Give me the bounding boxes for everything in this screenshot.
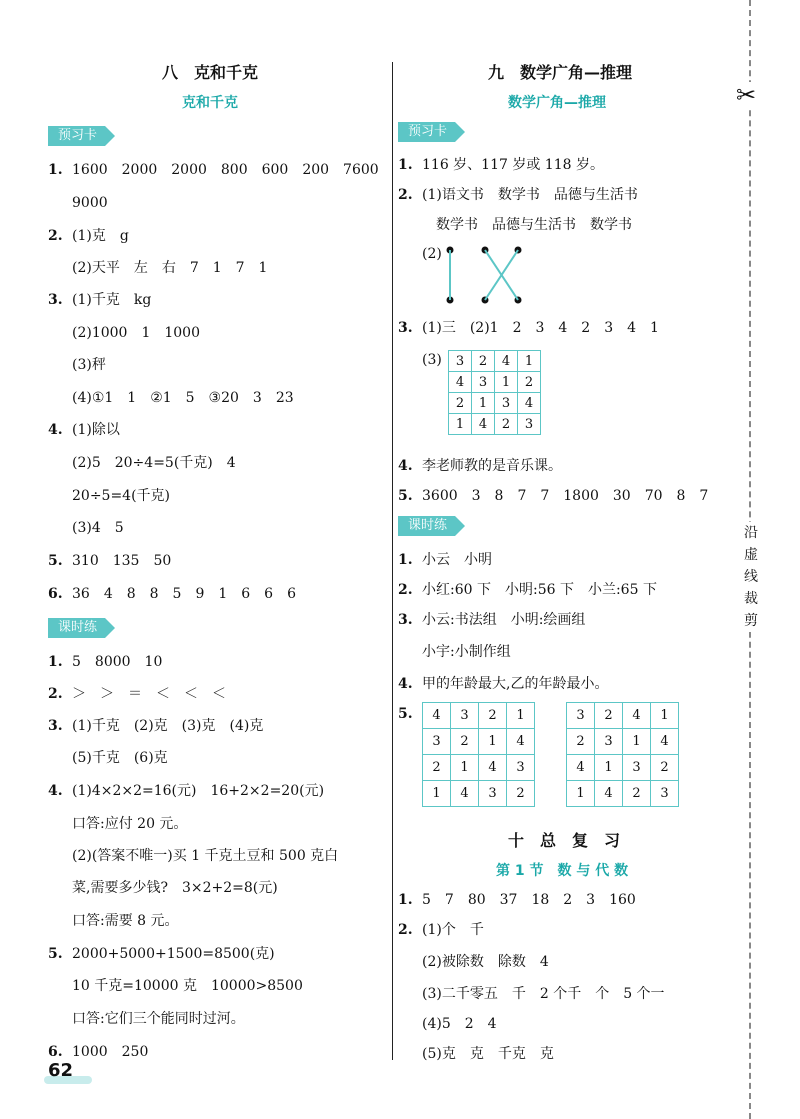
left-subtitle: 克和千克	[182, 95, 238, 111]
answer-line	[48, 518, 124, 538]
answer-line	[398, 1044, 554, 1064]
answer-line	[398, 350, 442, 370]
answer-line	[398, 674, 608, 694]
grid-cell: 3	[451, 703, 479, 729]
answer-text: (3)	[422, 352, 442, 368]
grid-cell: 4	[623, 703, 651, 729]
answer-line	[48, 486, 170, 506]
grid-cell: 4	[507, 729, 535, 755]
grid-cell: 2	[507, 781, 535, 807]
question-number: 4.	[48, 783, 63, 799]
answer-line	[398, 1014, 497, 1034]
answer-line	[48, 258, 267, 278]
answer-text: 口答:它们三个能同时过河。	[72, 1011, 245, 1027]
question-number: 5.	[48, 946, 63, 962]
answer-text: (4)5 2 4	[422, 1016, 497, 1032]
answer-line	[48, 453, 236, 473]
answer-text: (1)千克 (2)克 (3)克 (4)克	[72, 718, 264, 734]
question-number: 1.	[398, 552, 413, 568]
right-tag-practice: 课时练	[398, 516, 455, 536]
answer-line	[398, 920, 484, 940]
answer-text: 116 岁、117 岁或 118 岁。	[422, 157, 604, 173]
column-divider	[392, 62, 393, 1060]
review-title: 十 总 复 习	[508, 831, 621, 850]
answer-line	[398, 244, 442, 264]
answer-line	[398, 580, 657, 600]
answer-text: 菜,需要多少钱? 3×2+2=8(元)	[72, 880, 278, 896]
answer-text: 9000	[72, 195, 108, 211]
grid-cell: 3	[595, 729, 623, 755]
answer-text: 李老师教的是音乐课。	[422, 458, 562, 474]
right-tag-preview: 预习卡	[398, 122, 455, 142]
answer-line	[48, 878, 278, 898]
question-number: 2.	[398, 922, 413, 938]
answer-text: (2)被除数 除数 4	[422, 954, 549, 970]
answer-text: 小红:60 下 小明:56 下 小兰:65 下	[422, 582, 657, 598]
page-number: 62	[48, 1060, 74, 1081]
question-number: 1.	[48, 162, 63, 178]
question-number: 2.	[398, 187, 413, 203]
cut-instruction: 沿虚线裁剪	[740, 522, 762, 632]
answer-line	[48, 551, 171, 571]
answer-line	[48, 652, 162, 672]
answer-text: 5 7 80 37 18 2 3 160	[422, 892, 636, 908]
grid-cell: 4	[651, 729, 679, 755]
answer-line	[48, 976, 303, 996]
grid-cell: 3	[623, 755, 651, 781]
grid-cell: 4	[423, 703, 451, 729]
grid-cell: 3	[507, 755, 535, 781]
question-number: 3.	[48, 718, 63, 734]
answer-text: 5 8000 10	[72, 654, 163, 670]
grid-cell: 1	[423, 781, 451, 807]
grid-cell: 1	[451, 755, 479, 781]
answer-text: (3)4 5	[72, 520, 124, 536]
grid-cell: 2	[451, 729, 479, 755]
answer-line	[48, 160, 379, 180]
grid-cell: 3	[518, 414, 541, 435]
left-title: 八 克和千克	[162, 63, 259, 82]
answer-text: (2)1000 1 1000	[72, 325, 200, 341]
answer-text: (1)千克 kg	[72, 292, 152, 308]
grid-cell: 1	[518, 351, 541, 372]
answer-text: (1)克 g	[72, 228, 129, 244]
answer-text: (2)天平 左 右 7 1 7 1	[72, 260, 268, 276]
answer-line	[48, 846, 338, 866]
answer-line	[48, 388, 294, 408]
answer-text: (3)二千零五 千 2 个千 个 5 个一	[422, 986, 665, 1002]
sudoku-grid-5a	[422, 702, 535, 807]
answer-line	[48, 290, 151, 310]
grid-cell: 4	[472, 414, 495, 435]
answer-line	[48, 226, 129, 246]
question-number: 2.	[398, 582, 413, 598]
question-number: 2.	[48, 228, 63, 244]
grid-cell: 2	[449, 393, 472, 414]
scissors-icon: ✂	[736, 81, 757, 109]
matching-lines-diagram	[440, 244, 530, 304]
answer-line	[48, 584, 296, 604]
grid-cell: 3	[423, 729, 451, 755]
answer-line	[398, 155, 604, 175]
question-number: 1.	[398, 157, 413, 173]
grid-cell: 1	[472, 393, 495, 414]
answer-text: 20÷5=4(千克)	[72, 488, 171, 504]
answer-line	[398, 215, 632, 235]
sudoku-grid-5b	[566, 702, 679, 807]
grid-cell: 4	[495, 351, 518, 372]
grid-cell: 4	[451, 781, 479, 807]
grid-cell: 1	[479, 729, 507, 755]
answer-text: (1)除以	[72, 422, 120, 438]
grid-cell: 2	[423, 755, 451, 781]
answer-text: (5)克 克 千克 克	[422, 1046, 554, 1062]
grid-cell: 1	[651, 703, 679, 729]
answer-text: 数学书 品德与生活书 数学书	[422, 217, 632, 233]
question-number: 5.	[48, 553, 63, 569]
grid-cell: 3	[567, 703, 595, 729]
answer-line	[398, 984, 665, 1004]
answer-line	[48, 355, 106, 375]
grid-cell: 1	[507, 703, 535, 729]
answer-text: 小宇:小制作组	[422, 644, 511, 660]
answer-text: 甲的年龄最大,乙的年龄最小。	[422, 676, 609, 692]
answer-text: (1)个 千	[422, 922, 484, 938]
answer-line	[398, 890, 636, 910]
answer-text: 小云 小明	[422, 552, 492, 568]
question-number: 4.	[48, 422, 63, 438]
question-number: 2.	[48, 686, 63, 702]
answer-line	[48, 323, 200, 343]
answer-line	[48, 944, 275, 964]
answer-text: (1)语文书 数学书 品德与生活书	[422, 187, 638, 203]
answer-text: 口答:应付 20 元。	[72, 816, 188, 832]
answer-line	[398, 952, 549, 972]
question-number: 6.	[48, 1044, 63, 1060]
grid-cell: 3	[479, 781, 507, 807]
answer-text: (4)①1 1 ②1 5 ③20 3 23	[72, 390, 294, 406]
grid-cell: 3	[472, 372, 495, 393]
grid-cell: 2	[651, 755, 679, 781]
answer-line	[48, 684, 226, 704]
left-tag-practice: 课时练	[48, 618, 105, 638]
answer-line	[48, 1042, 148, 1062]
answer-line	[48, 193, 108, 213]
question-number: 5.	[398, 488, 413, 504]
answer-line	[398, 486, 708, 506]
answer-text: 310 135 50	[72, 553, 172, 569]
question-number: 3.	[398, 612, 413, 628]
answer-text: 10 千克=10000 克 10000>8500	[72, 978, 303, 994]
answer-line	[398, 550, 492, 570]
answer-text: 1600 2000 2000 800 600 200 7600	[72, 162, 379, 178]
answer-text: 小云:书法组 小明:绘画组	[422, 612, 586, 628]
answer-line	[48, 1009, 245, 1029]
question-number: 1.	[398, 892, 413, 908]
answer-line	[398, 318, 659, 338]
grid-cell: 2	[567, 729, 595, 755]
grid-cell: 4	[518, 393, 541, 414]
answer-text: (2)	[422, 246, 442, 262]
question-number: 3.	[398, 320, 413, 336]
grid-cell: 1	[449, 414, 472, 435]
answer-line	[398, 610, 585, 630]
question-number: 4.	[398, 458, 413, 474]
answer-text: (1)三 (2)1 2 3 4 2 3 4 1	[422, 320, 659, 336]
answer-text: (1)4×2×2=16(元) 16+2×2=20(元)	[72, 783, 325, 799]
grid-cell: 2	[472, 351, 495, 372]
grid-cell: 2	[518, 372, 541, 393]
answer-line	[48, 781, 324, 801]
answer-line	[398, 642, 511, 662]
answer-line	[48, 814, 187, 834]
grid-cell: 2	[623, 781, 651, 807]
answer-text: 3600 3 8 7 7 1800 30 70 8 7	[422, 488, 709, 504]
answer-line	[398, 704, 422, 724]
answer-text: 1000 250	[72, 1044, 149, 1060]
grid-cell: 4	[567, 755, 595, 781]
question-number: 6.	[48, 586, 63, 602]
question-number: 5.	[398, 706, 413, 722]
left-tag-preview: 预习卡	[48, 126, 105, 146]
right-title: 九 数学广角—推理	[488, 63, 633, 82]
grid-cell: 1	[495, 372, 518, 393]
sudoku-grid-3	[448, 350, 541, 435]
answer-text: 36 4 8 8 5 9 1 6 6 6	[72, 586, 296, 602]
question-number: 3.	[48, 292, 63, 308]
grid-cell: 1	[595, 755, 623, 781]
answer-line	[398, 185, 638, 205]
grid-cell: 1	[623, 729, 651, 755]
answer-text: 2000+5000+1500=8500(克)	[72, 946, 275, 962]
answer-line	[48, 716, 263, 736]
question-number: 4.	[398, 676, 413, 692]
answer-text: (5)千克 (6)克	[72, 750, 168, 766]
question-number: 1.	[48, 654, 63, 670]
answer-line	[48, 420, 120, 440]
grid-cell: 3	[495, 393, 518, 414]
grid-cell: 4	[479, 755, 507, 781]
answer-text: (3)秤	[72, 357, 106, 373]
right-subtitle: 数学广角—推理	[508, 95, 606, 111]
grid-cell: 2	[479, 703, 507, 729]
answer-text: ＞ ＞ ＝ ＜ ＜ ＜	[72, 686, 226, 702]
grid-cell: 3	[651, 781, 679, 807]
answer-line	[48, 748, 168, 768]
grid-cell: 3	[449, 351, 472, 372]
review-subtitle: 第 1 节 数 与 代 数	[496, 863, 629, 879]
answer-text: 口答:需要 8 元。	[72, 913, 179, 929]
grid-cell: 4	[449, 372, 472, 393]
grid-cell: 2	[595, 703, 623, 729]
answer-text: (2)(答案不唯一)买 1 千克土豆和 500 克白	[72, 848, 339, 864]
grid-cell: 1	[567, 781, 595, 807]
grid-cell: 2	[495, 414, 518, 435]
answer-line	[398, 456, 562, 476]
answer-text: (2)5 20÷4=5(千克) 4	[72, 455, 236, 471]
grid-cell: 4	[595, 781, 623, 807]
answer-line	[48, 911, 179, 931]
